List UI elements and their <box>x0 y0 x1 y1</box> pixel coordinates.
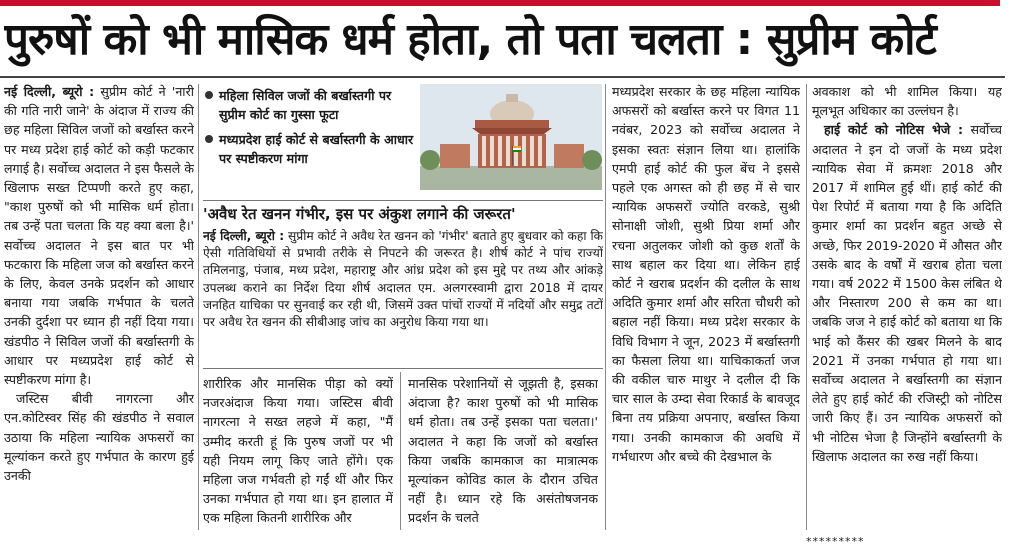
column-5-paragraph-2 <box>812 120 1002 466</box>
page-headline: पुरुषों को भी मासिक धर्म होता, तो पता चलता : सुप्रीम कोर्ट <box>4 14 936 65</box>
column-divider-1 <box>198 84 199 530</box>
article-column-3 <box>408 374 598 530</box>
highlight-item <box>203 130 415 168</box>
footer-stars: ********* <box>806 535 865 548</box>
article-column-4 <box>612 82 800 530</box>
highlight-item <box>203 86 415 124</box>
top-color-bar <box>0 0 1000 6</box>
column-divider-3 <box>605 84 606 530</box>
column-5-text: सर्वोच्च अदालत ने इन दो जजों के मध्य प्रदेश न्यायिक सेवा में क्रमशः 2018 और 2017 में शामिल हुई थीं। हाई कोर्ट की पेश रिपोर्ट में बताया गया है कि अदिति कुमार शर्मा का प्रदर्शन बहुत अच्छे से अच्छे, फिर 2019-2020 में औसत और उसके बाद के वर्षों में खराब होता चला गया। वर्ष 2022 में 1500 केस लंबित थे और निस्तारण 200 से कम का था। जबकि जज ने हाई कोर्ट को बताया था कि भाई को कैंसर की खबर मिलने के बाद 2021 में उनका गर्भपात हो गया था। सर्वोच्च अदालत ने बर्खास्तगी का संज्ञान लेते हुए हाई कोर्ट की रजिस्ट्री को नोटिस जारी किए हैं। उन न्यायिक अफसरों को भी नोटिस भेजा है जिन्होंने बर्खास्तगी के खिलाफ अदालत का रुख नहीं किया। <box>812 122 1002 464</box>
sidebox-text: सुप्रीम कोर्ट ने अवैध रेत खनन को 'गंभीर' बताते हुए बुधवार को कहा कि ऐसी गतिविधियों से प्रभावी तरीके से निपटने की जरूरत है। शीर्ष कोर्ट ने पांच राज्यों तमिलनाडु, पंजाब, मध्य प्रदेश, महाराष्ट्र और आंध्र प्रदेश को इस मुद्दे पर तथ्य और आंकड़े उपलब्ध कराने का निर्देश दिया शीर्ष अदालत एम. अलगरस्वामी द्वारा 2018 में दायर जनहित याचिका पर सुनवाई कर रही थी, जिसमें उक्त पांचों राज्यों में नदियों और समुद्र तटों पर अवैध रेत खनन की सीबीआइ जांच का अनुरोध किया गया था। <box>203 229 603 330</box>
column-4-text: मध्यप्रदेश सरकार के छह महिला न्यायिक अफसरों को बर्खास्त करने पर विगत 11 नवंबर, 2023 को सर्वोच्च अदालत ने इसका स्वतः संज्ञान लिया था। हालांकि एमपी हाई कोर्ट की फुल बेंच ने इससे पहले एक अगस्त को ही छह में से चार न्यायिक अफसरों ज्योति वरकडे, सुश्री सोनाक्षी जोशी, सुश्री प्रिया शर्मा और रचना अतुलकर जोशी को कुछ शर्तों के साथ बहाल कर दिया था। लेकिन हाई कोर्ट ने खराब प्रदर्शन की दलील के साथ अदिति कुमार शर्मा और सरिता चौधरी को बहाल नहीं किया। मध्य प्रदेश सरकार के विधि विभाग ने जून, 2023 में बर्खास्तगी का फैसला लिया था। याचिकाकर्ता जज की वकील चारु माथुर ने दलील दी कि चार साल के उम्दा सेवा रिकार्ड के बावजूद बिना तय प्रक्रिया अपनाए, बर्खास्त किया गया। उनकी कामकाज की अवधि में गर्भधारण और बच्चे की देखभाल के <box>612 84 800 464</box>
sidebox-bottom-rule <box>203 368 603 369</box>
article-column-2 <box>203 374 393 530</box>
column-1-text-2: जस्टिस बीवी नागरत्ना और एन.कोटिस्वर सिंह की खंडपीठ ने सवाल उठाया कि महिला न्यायिक अफसरों का मूल्यांकन करते हुए गर्भपात के कारण हुई उनकी <box>4 391 194 484</box>
column-5-subhead: हाई कोर्ट को नोटिस भेजे : <box>824 122 964 138</box>
column-2-text: शारीरिक और मानसिक पीड़ा को क्यों नजरअंदाज किया गया। जस्टिस बीवी नागरत्ना ने सख्त लहजे में कहा, "मैं उम्मीद करती हूं कि पुरुष जजों पर भी यही नियम लागू किए जाते होंगे। एक महिला जज गर्भवती हो गईं थीं और फिर उनका गर्भपात हो गया था। इन हालात में एक महिला कितनी शारीरिक और <box>203 376 393 526</box>
column-1-paragraph-1 <box>4 82 194 389</box>
court-building-illustration <box>420 84 602 190</box>
headline-rule <box>0 76 1005 78</box>
article-column-1 <box>4 82 194 530</box>
column-1-paragraph-2 <box>4 389 194 485</box>
dateline: नई दिल्ली, ब्यूरो : <box>4 84 95 99</box>
sidebox-dateline: नई दिल्ली, ब्यूरो : <box>203 229 285 243</box>
bullet-icon <box>205 135 213 143</box>
column-divider-2 <box>400 372 401 530</box>
column-3-text: मानसिक परेशानियों से जूझती है, इसका अंदाजा है? काश पुरुषों को भी मासिक धर्म होता। तब उन्हें इसका पता चलता।' अदालत ने कहा कि जजों को बर्खास्त किया जबकि कामकाज का मात्रात्मक मूल्यांकन कोविड काल के दौरान उचित नहीं है। ध्यान रहे कि असंतोषजनक प्रदर्शन के चलते <box>408 376 598 526</box>
article-column-5 <box>812 82 1002 530</box>
highlights-box <box>203 86 415 194</box>
bullet-icon <box>205 91 213 99</box>
highlight-text: मध्यप्रदेश हाई कोर्ट से बर्खास्तगी के आधार पर स्पष्टीकरण मांगा <box>219 132 414 166</box>
column-divider-4 <box>806 84 807 530</box>
column-1-text-1: सुप्रीम कोर्ट ने 'नारी की गति नारी जाने' के अंदाज में राज्य की छह महिला सिविल जजों को बर्खास्त करने पर मध्य प्रदेश हाई कोर्ट को कड़ी फटकार लगाई है। सर्वोच्च अदालत ने इस फैसले के खिलाफ सख्त टिप्पणी करते हुए कहा, "काश पुरुषों को भी मासिक धर्म होता। तब उन्हें पता चलता कि यह क्या बला है।' सर्वोच्च अदालत ने इस बात पर भी फटकारा कि महिला जज को बर्खास्त करने के लिए, केवल उनके प्रदर्शन को आधार बनाया गया जबकि गर्भपात के चलते उनकी दुर्दशा पर ध्यान ही नहीं दिया गया। खंडपीठ ने सिविल जजों की बर्खास्तगी के आधार पर मध्यप्रदेश हाई कोर्ट से स्पष्टीकरण मांगा है। <box>4 84 194 388</box>
sidebox-body <box>203 228 603 366</box>
sidebox-title: 'अवैध रेत खनन गंभीर, इस पर अंकुश लगाने की जरूरत' <box>203 200 603 227</box>
highlight-text: महिला सिविल जजों की बर्खास्तगी पर सुप्रीम कोर्ट का गुस्सा फूटा <box>219 88 392 122</box>
column-5-paragraph-1: अवकाश को भी शामिल किया। यह मूलभूत अधिकार का उल्लंघन है। <box>812 84 1002 119</box>
supreme-court-photo <box>420 84 602 190</box>
